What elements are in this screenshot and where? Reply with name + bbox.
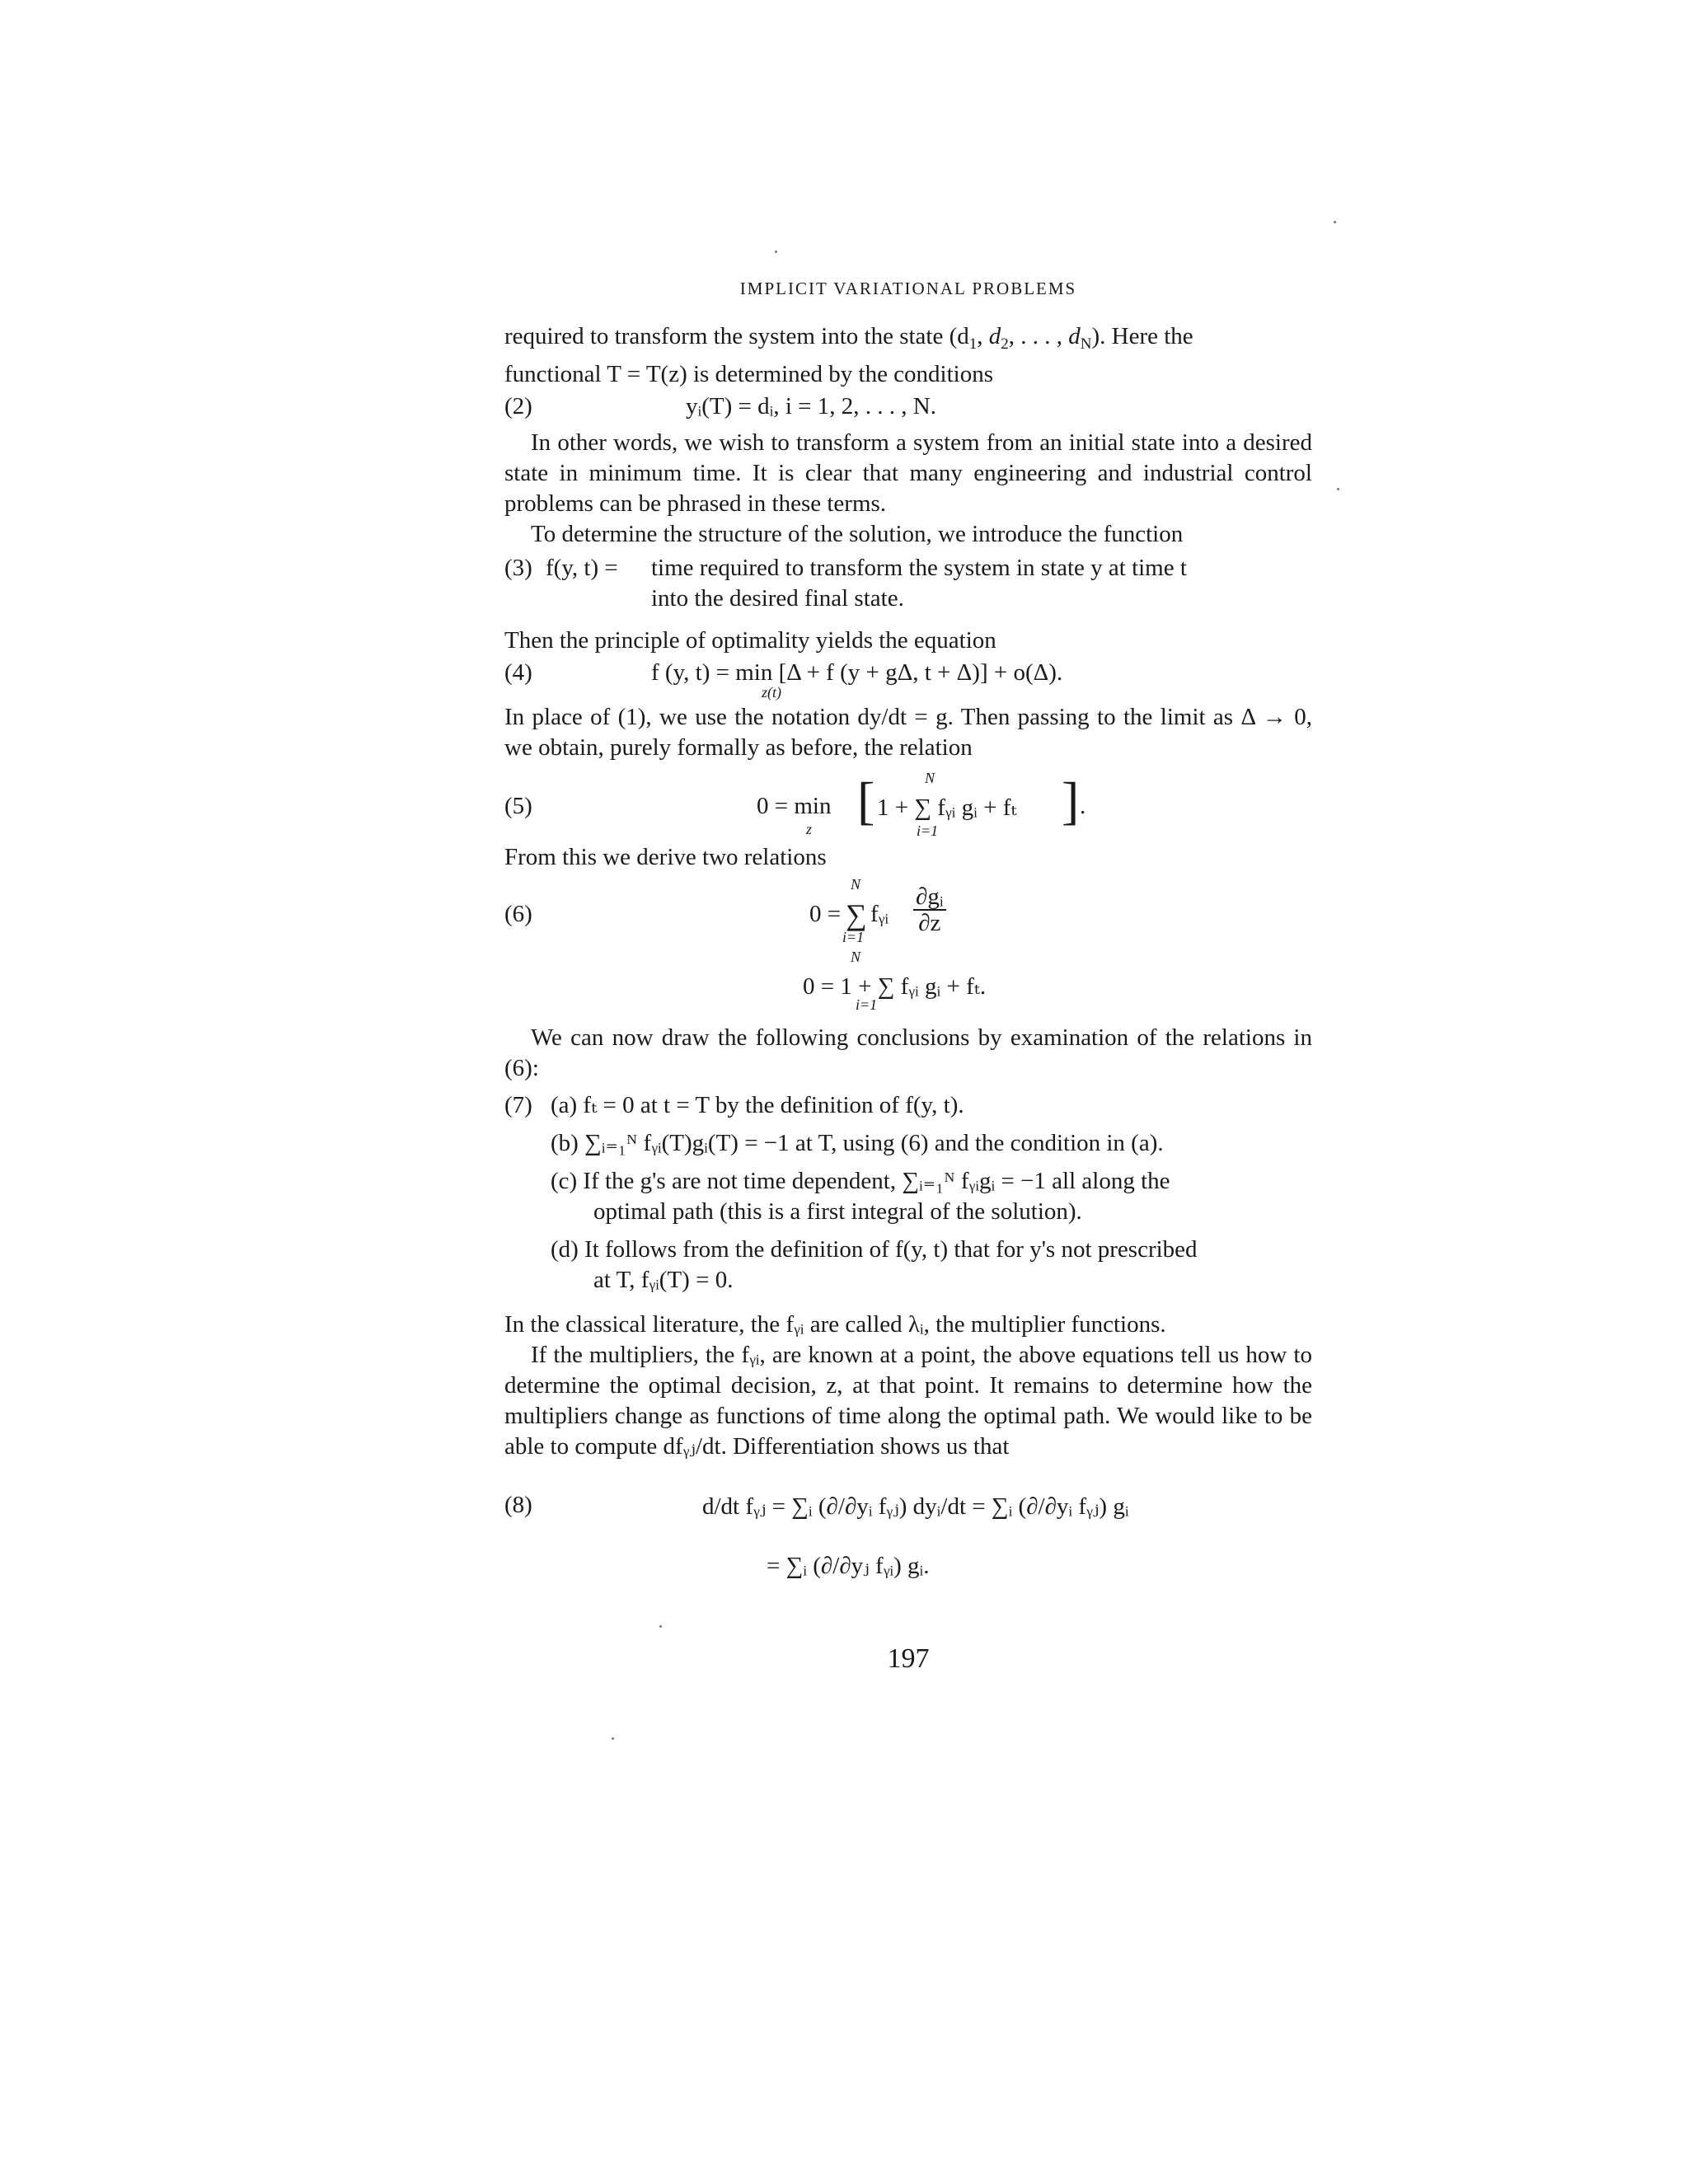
page-number: 197 — [887, 1643, 930, 1674]
equation-line-1: d/dt fᵧⱼ = ∑ᵢ (∂/∂yᵢ fᵧⱼ) dyᵢ/dt = ∑ᵢ (∂/∂yᵢ fᵧⱼ) gᵢ — [702, 1493, 1129, 1520]
definition-line-2: into the desired final state. — [651, 585, 904, 612]
conclusion-a: (a) fₜ = 0 at t = T by the definition of f(y, t). — [551, 1092, 964, 1118]
left-bracket: [ — [857, 771, 875, 830]
sum-lower-limit: i=1 — [842, 929, 865, 945]
paragraph-6: From this we derive two relations — [504, 844, 827, 870]
running-header: IMPLICIT VARIATIONAL PROBLEMS — [739, 279, 1077, 298]
equation-body: f (y, t) = min [Δ + f (y + gΔ, t + Δ)] + o(Δ). — [651, 659, 1063, 686]
conclusion-c-line-2: optimal path (this is a first integral of the solution). — [593, 1198, 1082, 1225]
sum-symbol: ∑ — [846, 898, 867, 931]
min-subscript: z(t) — [762, 684, 781, 701]
definition-3 — [504, 553, 1312, 617]
equation-number: (2) — [504, 393, 532, 419]
equation-8 — [504, 1477, 1312, 1592]
speck — [775, 251, 777, 253]
equation-number: (6) — [504, 901, 532, 927]
equation-lhs: 0 = min — [757, 793, 832, 819]
paragraph-4: Then the principle of optimality yields the equation — [504, 627, 996, 654]
min-subscript: z — [806, 821, 813, 837]
speck — [612, 1737, 614, 1740]
sum-lower-limit-2: i=1 — [856, 996, 878, 1013]
equation-number: (3) — [504, 555, 532, 581]
definition-lhs: f(y, t) = — [546, 555, 618, 581]
equation-number: (5) — [504, 793, 532, 819]
equation-6 — [504, 873, 1312, 1021]
paragraph-2: In other words, we wish to transform a system from an initial state into a desired state in minimum time. It is clear that many engineering and industrial control problems can be phrased in these terms. — [504, 429, 1312, 517]
sum-upper-limit: N — [851, 876, 861, 893]
sum-lower-limit: i=1 — [917, 823, 939, 839]
paragraph-3: To determine the structure of the solution, we introduce the function — [531, 521, 1184, 547]
equation-number: (7) — [504, 1092, 532, 1118]
paragraph-7: We can now draw the following conclusions by examination of the relations in (6): — [504, 1024, 1312, 1081]
equation-term: fᵧᵢ — [870, 901, 889, 927]
speck — [1337, 488, 1339, 490]
paragraph-5: In place of (1), we use the notation dy/dt = g. Then passing to the limit as Δ → 0, we obtain, purely formally as before, the relation — [504, 704, 1312, 761]
equation-5: (5) 0 = min z [ 1 + ∑ fᵧᵢ gᵢ + fₜ N i=1 ] . — [504, 770, 1086, 839]
equation-line-2: = ∑ᵢ (∂/∂yⱼ fᵧᵢ) gᵢ. — [767, 1553, 930, 1579]
equation-body: 1 + ∑ fᵧᵢ gᵢ + fₜ — [877, 794, 1017, 821]
equation-number: (4) — [504, 659, 532, 686]
conclusion-b: (b) ∑ᵢ₌₁ᴺ fᵧᵢ(T)gᵢ(T) = −1 at T, using (6) and the condition in (a). — [551, 1130, 1164, 1156]
paragraph-9: If the multipliers, the fᵧᵢ, are known at a point, the above equations tell us how to determine the optimal decision, z, at that point. It remains to determine how the multipliers change as functions of time along the optimal path. We would like to be able to compute dfᵧⱼ/dt. Differentiation shows us that — [504, 1342, 1312, 1460]
equation-line-2: 0 = 1 + ∑ fᵧᵢ gᵢ + fₜ. — [803, 973, 987, 1000]
conclusion-d-line-1: (d) It follows from the definition of f(y, t) that for y's not prescribed — [551, 1236, 1198, 1263]
equation-lhs: 0 = — [809, 901, 842, 927]
conclusion-d-line-2: at T, fᵧᵢ(T) = 0. — [593, 1267, 734, 1293]
paragraph-8: In the classical literature, the fᵧᵢ are called λᵢ, the multiplier functions. — [504, 1311, 1166, 1338]
equation-2 — [504, 393, 1312, 426]
equation-body: yᵢ(T) = dᵢ, i = 1, 2, . . . , N. — [686, 393, 936, 419]
right-bracket: ] — [1062, 771, 1080, 830]
conclusions-list — [504, 1090, 1312, 1305]
sum-upper-limit-2: N — [851, 949, 861, 965]
body-text — [504, 321, 1312, 1592]
equation-number: (8) — [504, 1492, 532, 1518]
partial-fraction: $\frac{\text{∂gᵢ}}{\partial z}$ — [913, 884, 946, 935]
paragraph-1: required to transform the system into the state ($d_1$, $d_2$, . . . , $d_N$). Here the functional T = T(z) is determined by the conditions — [504, 323, 1193, 387]
speck — [1334, 221, 1336, 223]
definition-line-1: time required to transform the system in state y at time t — [651, 555, 1187, 581]
equation-4 — [504, 659, 1312, 702]
conclusion-c-line-1: (c) If the g's are not time dependent, ∑ᵢ₌₁ᴺ fᵧᵢgᵢ = −1 all along the — [551, 1168, 1170, 1194]
sum-upper-limit: N — [925, 770, 935, 786]
speck — [659, 1625, 662, 1628]
